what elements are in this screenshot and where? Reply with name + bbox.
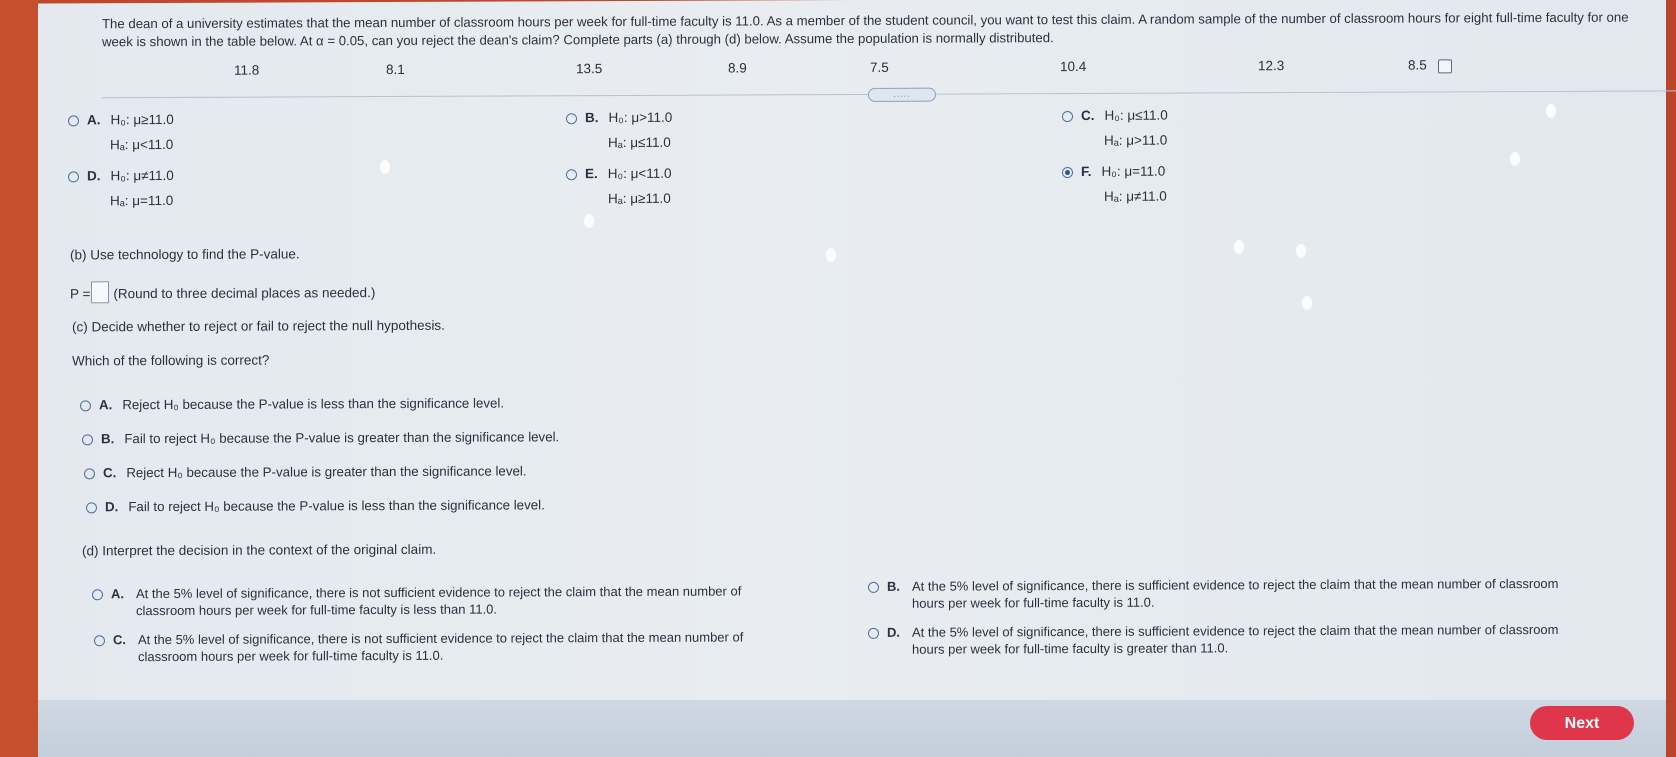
screen-glare — [1302, 296, 1312, 310]
part-a-option-d[interactable]: D. H₀: μ≠11.0 Hₐ: μ=11.0 — [68, 163, 174, 213]
data-cell: 11.8 — [234, 62, 260, 78]
part-a-option-b[interactable]: B. H₀: μ>11.0 Hₐ: μ≤11.0 — [566, 105, 672, 155]
null-hypothesis: H₀: μ≤11.0 — [1104, 107, 1168, 123]
null-hypothesis: H₀: μ≠11.0 — [110, 167, 174, 184]
part-d-prompt: (d) Interpret the decision in the context of the original claim. — [82, 541, 437, 559]
part-c-prompt: (c) Decide whether to reject or fail to reject the null hypothesis. — [72, 317, 445, 335]
option-text: classroom hours per week for full-time faculty is less than 11.0. — [136, 601, 498, 619]
radio-selected-icon[interactable] — [1062, 167, 1073, 178]
null-hypothesis: H₀: μ≥11.0 — [110, 111, 174, 128]
alt-hypothesis: Hₐ: μ=11.0 — [110, 192, 174, 209]
screen-glare — [380, 160, 390, 174]
option-text: Reject H₀ because the P-value is less than the significance level. — [122, 395, 505, 413]
part-c-option-d[interactable]: D. Fail to reject H₀ because the P-value is less than the significance level. — [86, 497, 545, 514]
radio-icon[interactable] — [868, 628, 879, 639]
alt-hypothesis: Hₐ: μ>11.0 — [1104, 132, 1168, 148]
part-d-option-c[interactable]: C. At the 5% level of significance, there is not sufficient evidence to reject the claim that the mean number of classroom hours per week for full-time faculty is 11.0. — [94, 628, 854, 667]
radio-icon[interactable] — [82, 434, 93, 445]
footer-bar — [38, 700, 1666, 757]
option-text: Reject H₀ because the P-value is greater than the significance level. — [126, 463, 527, 481]
radio-icon[interactable] — [86, 502, 97, 513]
option-text: hours per week for full-time faculty is greater than 11.0. — [912, 640, 1229, 657]
radio-icon[interactable] — [84, 468, 95, 479]
radio-icon[interactable] — [566, 169, 577, 180]
screen-glare — [1296, 244, 1306, 258]
copy-table-icon[interactable] — [1438, 59, 1452, 73]
expand-handle[interactable]: ..... — [868, 88, 936, 102]
part-a-option-e[interactable]: E. H₀: μ<11.0 Hₐ: μ≥11.0 — [566, 161, 672, 211]
part-a-option-c[interactable]: C. H₀: μ≤11.0 Hₐ: μ>11.0 — [1062, 103, 1168, 153]
radio-icon[interactable] — [94, 635, 105, 646]
device-bezel-left — [0, 0, 38, 757]
part-c-option-c[interactable]: C. Reject H₀ because the P-value is greater than the significance level. — [84, 463, 527, 480]
option-text: Fail to reject H₀ because the P-value is less than the significance level. — [128, 497, 545, 515]
data-cell: 10.4 — [1060, 58, 1087, 75]
part-a-option-f[interactable]: F. H₀: μ=11.0 Hₐ: μ≠11.0 — [1062, 159, 1167, 209]
part-d-option-b[interactable]: B. At the 5% level of significance, there is sufficient evidence to reject the claim that the mean number of classroom hours per week for full-time faculty is 11.0. — [868, 574, 1658, 613]
p-value-row — [70, 280, 375, 303]
alt-hypothesis: Hₐ: μ≥11.0 — [608, 190, 671, 207]
radio-icon[interactable] — [566, 113, 577, 124]
data-cell: 13.5 — [576, 61, 603, 77]
screen-glare — [826, 248, 836, 262]
alt-hypothesis: Hₐ: μ≤11.0 — [608, 134, 671, 151]
alt-hypothesis: Hₐ: μ<11.0 — [110, 136, 174, 153]
data-cell: 12.3 — [1258, 58, 1285, 74]
option-text: At the 5% level of significance, there is not sufficient evidence to reject the claim that the mean number of — [138, 629, 744, 648]
option-text: At the 5% level of significance, there is sufficient evidence to reject the claim that the mean number of classroom — [912, 621, 1559, 640]
part-b-prompt: (b) Use technology to find the P-value. — [70, 246, 300, 263]
part-d-option-a[interactable]: A. At the 5% level of significance, there is not sufficient evidence to reject the claim that the mean number of classroom hours per week for full-time faculty is less than 11.0. — [92, 582, 852, 621]
part-c-question: Which of the following is correct? — [72, 352, 270, 369]
option-text: hours per week for full-time faculty is 11.0. — [912, 594, 1155, 611]
part-c-option-a[interactable]: A. Reject H₀ because the P-value is less than the significance level. — [80, 396, 504, 413]
screen-glare — [1234, 240, 1244, 254]
p-value-input[interactable] — [91, 281, 109, 303]
part-c-option-b[interactable]: B. Fail to reject H₀ because the P-value is greater than the significance level. — [82, 429, 559, 446]
alt-hypothesis: Hₐ: μ≠11.0 — [1104, 188, 1167, 204]
question-screen — [38, 0, 1666, 757]
null-hypothesis: H₀: μ<11.0 — [607, 165, 672, 182]
radio-icon[interactable] — [80, 400, 91, 411]
data-table-row — [38, 56, 1666, 83]
null-hypothesis: H₀: μ>11.0 — [608, 109, 673, 126]
rounding-hint: (Round to three decimal places as needed.) — [113, 285, 376, 302]
data-cell: 8.9 — [728, 60, 747, 76]
screen-glare — [584, 214, 594, 228]
screen-glare — [1546, 104, 1556, 118]
question-intro: The dean of a university estimates that the mean number of classroom hours per week for full-time faculty is 11.0. As a member of the student council, you want to test this claim. A random sample of the number of classroom hours for eight full-time faculty for one week is shown in the table below. At α = 0.05, can you reject the dean's claim? Complete parts (a) through (d) below. Assume the population is normally distributed. — [102, 9, 1629, 50]
screen-glare — [1510, 152, 1520, 166]
radio-icon[interactable] — [68, 171, 79, 182]
p-value-label: P = — [70, 286, 91, 302]
radio-icon[interactable] — [1062, 111, 1073, 122]
device-bezel-right — [1666, 0, 1676, 757]
null-hypothesis: H₀: μ=11.0 — [1101, 163, 1166, 179]
radio-icon[interactable] — [92, 589, 103, 600]
data-cell: 8.5 — [1408, 57, 1427, 73]
data-cell: 7.5 — [870, 59, 889, 75]
option-text: At the 5% level of significance, there is sufficient evidence to reject the claim that the mean number of classroom — [912, 575, 1559, 594]
part-d-option-d[interactable]: D. At the 5% level of significance, there is sufficient evidence to reject the claim that the mean number of classroom hours per week for full-time faculty is greater than 11.0. — [868, 620, 1658, 659]
radio-icon[interactable] — [68, 115, 79, 126]
radio-icon[interactable] — [868, 582, 879, 593]
data-cell: 8.1 — [386, 61, 405, 78]
next-button[interactable]: Next — [1530, 706, 1634, 740]
option-text: At the 5% level of significance, there is not sufficient evidence to reject the claim that the mean number of — [136, 583, 742, 602]
option-text: Fail to reject H₀ because the P-value is greater than the significance level. — [124, 429, 560, 447]
part-a-option-a[interactable]: A. H₀: μ≥11.0 Hₐ: μ<11.0 — [68, 107, 174, 157]
option-text: classroom hours per week for full-time faculty is 11.0. — [138, 647, 444, 665]
